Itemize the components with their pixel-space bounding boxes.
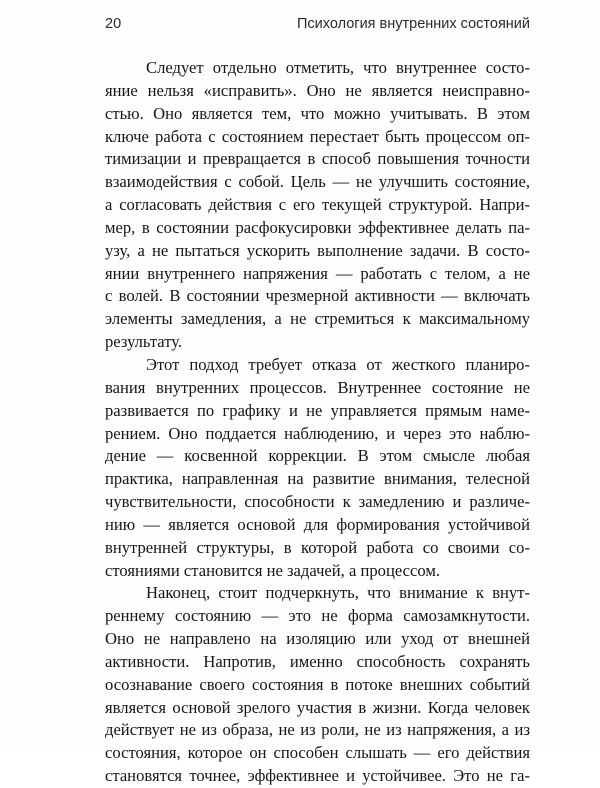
text-line: осознавание своего состояния в потоке внешних событий: [105, 674, 530, 694]
text-line: рением. Оно поддается наблюдению, и через это наблю-: [105, 423, 530, 443]
text-line: мер, в состоянии расфокусировки эффективнее делать па-: [105, 217, 530, 237]
text-line: внутренней структуры, в которой работа со своими со-: [105, 537, 530, 557]
page-number: 20: [105, 16, 122, 32]
text-line: Этот подход требует отказа от жесткого планиро-: [146, 354, 530, 374]
text-line: яние нельзя «исправить». Оно не является неисправно-: [105, 80, 530, 100]
text-line: практика, направленная на развитие внимания, телесной: [105, 469, 530, 489]
text-line: Следует отдельно отметить, что внутреннее состо-: [146, 58, 530, 77]
text-line: элементы замедления, а не стремиться к максимальному: [105, 309, 530, 329]
text-line: нию — является основой для формирования устойчивой: [105, 514, 530, 534]
text-line: результату.: [105, 332, 183, 352]
text-line: действует не из образа, не из роли, не из напряжения, а из: [105, 720, 530, 740]
paragraph-2: [105, 354, 530, 582]
text-line: тимизации и превращается в способ повышения точности: [105, 149, 530, 169]
text-line: взаимодействия с собой. Цель — не улучшить состояние,: [105, 172, 530, 192]
text-line: с волей. В состоянии чрезмерной активности — включать: [105, 286, 530, 306]
body-text: [105, 57, 530, 788]
text-line: Наконец, стоит подчеркнуть, что внимание к внут-: [146, 583, 530, 603]
text-line: становятся точнее, эффективнее и устойчивее. Это не га-: [105, 766, 530, 786]
text-line: реннему состоянию — это не форма самозамкнутости.: [105, 606, 530, 626]
text-line: стью. Оно является тем, что можно учитывать. В этом: [105, 103, 530, 123]
paragraph-1: [105, 57, 530, 354]
text-line: активности. Напротив, именно способность сохранять: [105, 651, 530, 671]
text-line: дение — косвенной коррекции. В этом смысле любая: [105, 446, 530, 466]
text-line: вания внутренних процессов. Внутреннее состояние не: [105, 377, 530, 397]
text-line: является основой зрелого участия в жизни. Когда человек: [105, 697, 530, 717]
running-title: Психология внутренних состояний: [296, 16, 530, 32]
text-line: а согласовать действия с его текущей структурой. Напри-: [105, 195, 530, 215]
text-line: стояниями становится не задачей, а процессом.: [105, 560, 440, 580]
text-line: Оно не направлено на изоляцию или уход от внешней: [105, 629, 530, 649]
page-header: [105, 16, 530, 40]
text-line: чувствительности, способности к замедлению и различе-: [105, 492, 530, 512]
text-line: состояния, которое он способен слышать — его действия: [105, 743, 530, 763]
text-line: янии внутреннего напряжения — работать с телом, а не: [105, 263, 530, 283]
text-line: узу, а не пытаться ускорить выполнение задачи. В состо-: [105, 240, 530, 260]
paragraph-3: [105, 582, 530, 788]
text-line: развивается по графику и не управляется прямым наме-: [105, 400, 530, 420]
text-line: ключе работа с состоянием перестает быть процессом оп-: [105, 126, 530, 146]
